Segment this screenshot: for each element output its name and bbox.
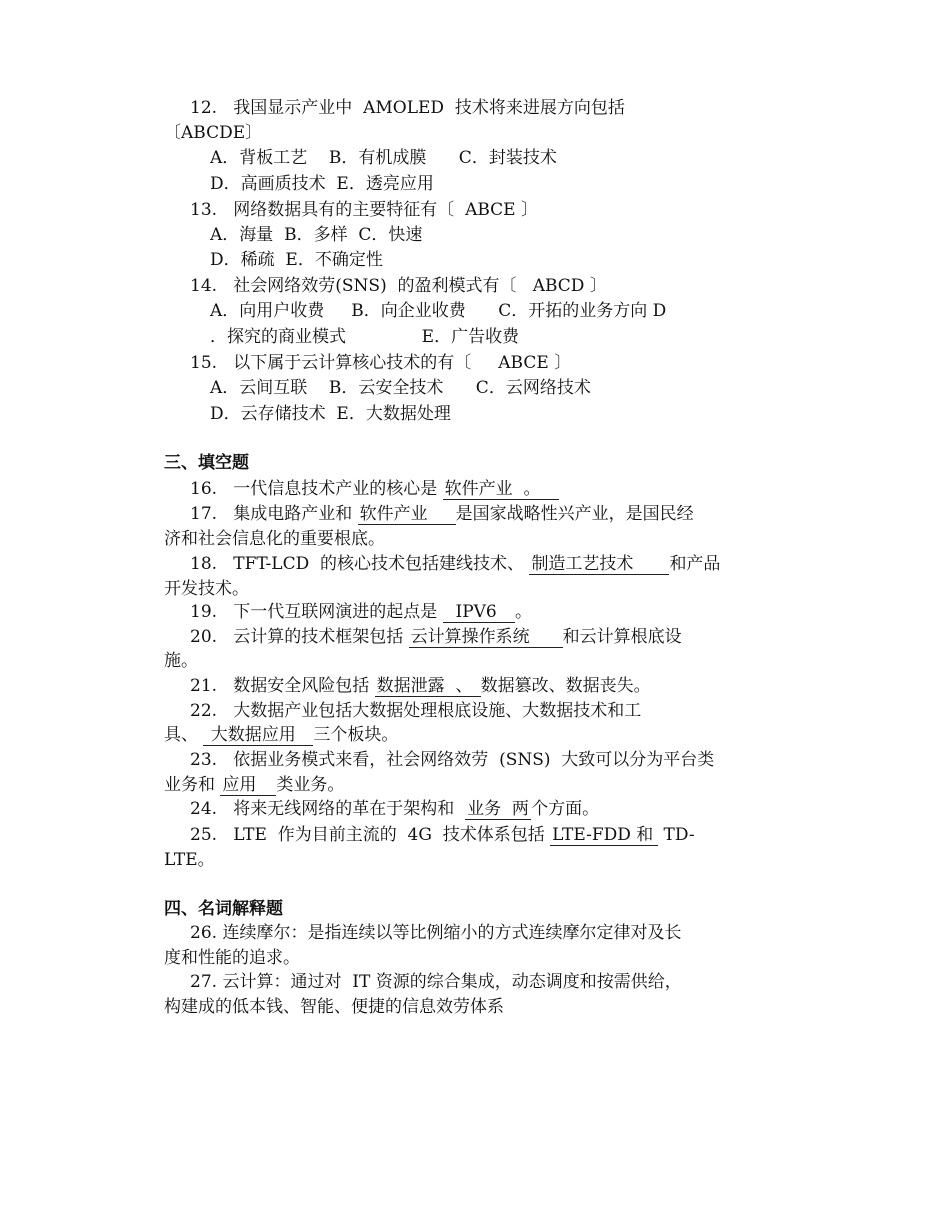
section-heading-terms: 四、名词解释题	[164, 899, 283, 919]
question-12	[190, 96, 625, 122]
question-text: 云计算的技术框架包括	[233, 627, 409, 647]
question-text: 具、	[164, 725, 204, 745]
question-18	[190, 552, 720, 578]
question-number: 14.	[190, 276, 218, 296]
question-23-continued	[164, 773, 344, 799]
question-22	[190, 699, 641, 725]
question-15	[190, 351, 571, 377]
question-12-answer: 〔ABCDE〕	[164, 123, 263, 143]
question-text: 业务和	[164, 775, 221, 795]
question-text-tail: 。	[514, 602, 532, 622]
question-number: 15.	[190, 353, 218, 373]
answer-blank: 大数据应用	[203, 725, 313, 746]
term-27-line-2: 构建成的低本钱、智能、便捷的信息效劳体系	[164, 997, 504, 1017]
question-text: 下一代互联网演进的起点是	[233, 602, 443, 622]
question-text-tail: 三个板块。	[313, 725, 399, 745]
question-24	[190, 797, 599, 823]
answer-blank: LTE-FDD 和	[550, 825, 658, 846]
answer-blank: IPV6	[444, 602, 513, 622]
question-22-continued	[164, 723, 398, 749]
question-23	[190, 748, 714, 774]
question-number: 25.	[190, 825, 218, 845]
question-number: 19.	[190, 602, 218, 622]
question-text-tail: 类业务。	[276, 775, 345, 795]
question-15-options-2: D．云存储技术 E．大数据处理	[210, 404, 451, 424]
question-text: LTE 作为目前主流的 4G 技术体系包括	[233, 825, 551, 845]
answer-blank: 业务 两	[465, 799, 531, 820]
question-text-tail: 数据篡改、数据丧失。	[480, 676, 651, 696]
question-text: 数据安全风险包括	[233, 676, 375, 696]
question-text-tail: 是国家战略性兴产业，是国民经	[455, 504, 694, 524]
answer-blank: 云计算操作系统	[409, 627, 563, 648]
question-25	[190, 823, 695, 849]
question-text-tail: TD-	[658, 825, 695, 845]
question-17	[190, 502, 694, 528]
question-text: 网络数据具有的主要特征有〔 ABCE 〕	[233, 200, 538, 220]
question-text: 集成电路产业和	[233, 504, 358, 524]
question-text: 将来无线网络的革在于架构和	[233, 799, 466, 819]
question-25-continued: LTE。	[164, 850, 215, 870]
question-text: 依据业务模式来看，社会网络效劳 (SNS) 大致可以分为平台类	[233, 750, 715, 770]
question-text-tail: 和产品	[669, 554, 721, 574]
question-number: 21.	[190, 676, 218, 696]
question-20	[190, 625, 682, 651]
question-13-options-2: D．稀疏 E．不确定性	[210, 250, 383, 270]
question-number: 16.	[190, 479, 218, 499]
question-16	[190, 477, 559, 503]
question-18-continued: 开发技术。	[164, 579, 249, 599]
question-15-options-1: A．云间互联 B．云安全技术 C．云网络技术	[210, 378, 591, 398]
question-13-options-1: A．海量 B．多样 C．快速	[210, 225, 423, 245]
answer-blank: 软件产业	[358, 504, 456, 525]
question-14-options-2: ．探究的商业模式 E．广告收费	[210, 327, 520, 347]
question-text: 社会网络效劳(SNS) 的盈利模式有〔 ABCD 〕	[233, 276, 607, 296]
question-12-options-2: D．高画质技术 E．透亮应用	[210, 174, 434, 194]
question-number: 24.	[190, 799, 218, 819]
answer-blank: 数据泄露 、	[375, 676, 481, 697]
question-number: 18.	[190, 554, 218, 574]
question-12-options-1: A．背板工艺 B．有机成膜 C．封装技术	[210, 148, 557, 168]
question-17-continued: 济和社会信息化的重要根底。	[164, 529, 385, 549]
question-13	[190, 198, 538, 224]
question-text-tail: 和云计算根底设	[562, 627, 682, 647]
question-14	[190, 274, 607, 300]
question-14-options-1: A．向用户收费 B．向企业收费 C．开拓的业务方向 D	[210, 301, 667, 321]
question-text: 以下属于云计算核心技术的有〔 ABCE 〕	[233, 353, 572, 373]
question-number: 23.	[190, 750, 218, 770]
question-text: 我国显示产业中 AMOLED 技术将来进展方向包括	[233, 98, 625, 118]
section-heading-fill-blank: 三、填空题	[164, 453, 249, 473]
term-26-line-1: 26. 连续摩尔：是指连续以等比例缩小的方式连续摩尔定律对及长	[190, 923, 682, 943]
answer-blank: 软件产业 。	[443, 479, 559, 500]
term-26-line-2: 度和性能的追求。	[164, 948, 300, 968]
question-text: 大数据产业包括大数据处理根底设施、大数据技术和工	[233, 701, 642, 721]
question-19	[190, 600, 532, 626]
question-text: 一代信息技术产业的核心是	[233, 479, 443, 499]
question-number: 20.	[190, 627, 218, 647]
question-number: 17.	[190, 504, 218, 524]
question-number: 22.	[190, 701, 218, 721]
question-number: 12.	[190, 98, 218, 118]
question-text: TFT-LCD 的核心技术包括建线技术、	[233, 554, 530, 574]
answer-blank: 应用	[220, 775, 276, 796]
question-20-continued: 施。	[164, 651, 198, 671]
question-text-tail: 个方面。	[531, 799, 600, 819]
term-27-line-1: 27. 云计算：通过对 IT 资源的综合集成，动态调度和按需供给，	[190, 972, 682, 992]
answer-blank: 制造工艺技术	[529, 554, 669, 575]
question-21	[190, 674, 651, 700]
question-number: 13.	[190, 200, 218, 220]
